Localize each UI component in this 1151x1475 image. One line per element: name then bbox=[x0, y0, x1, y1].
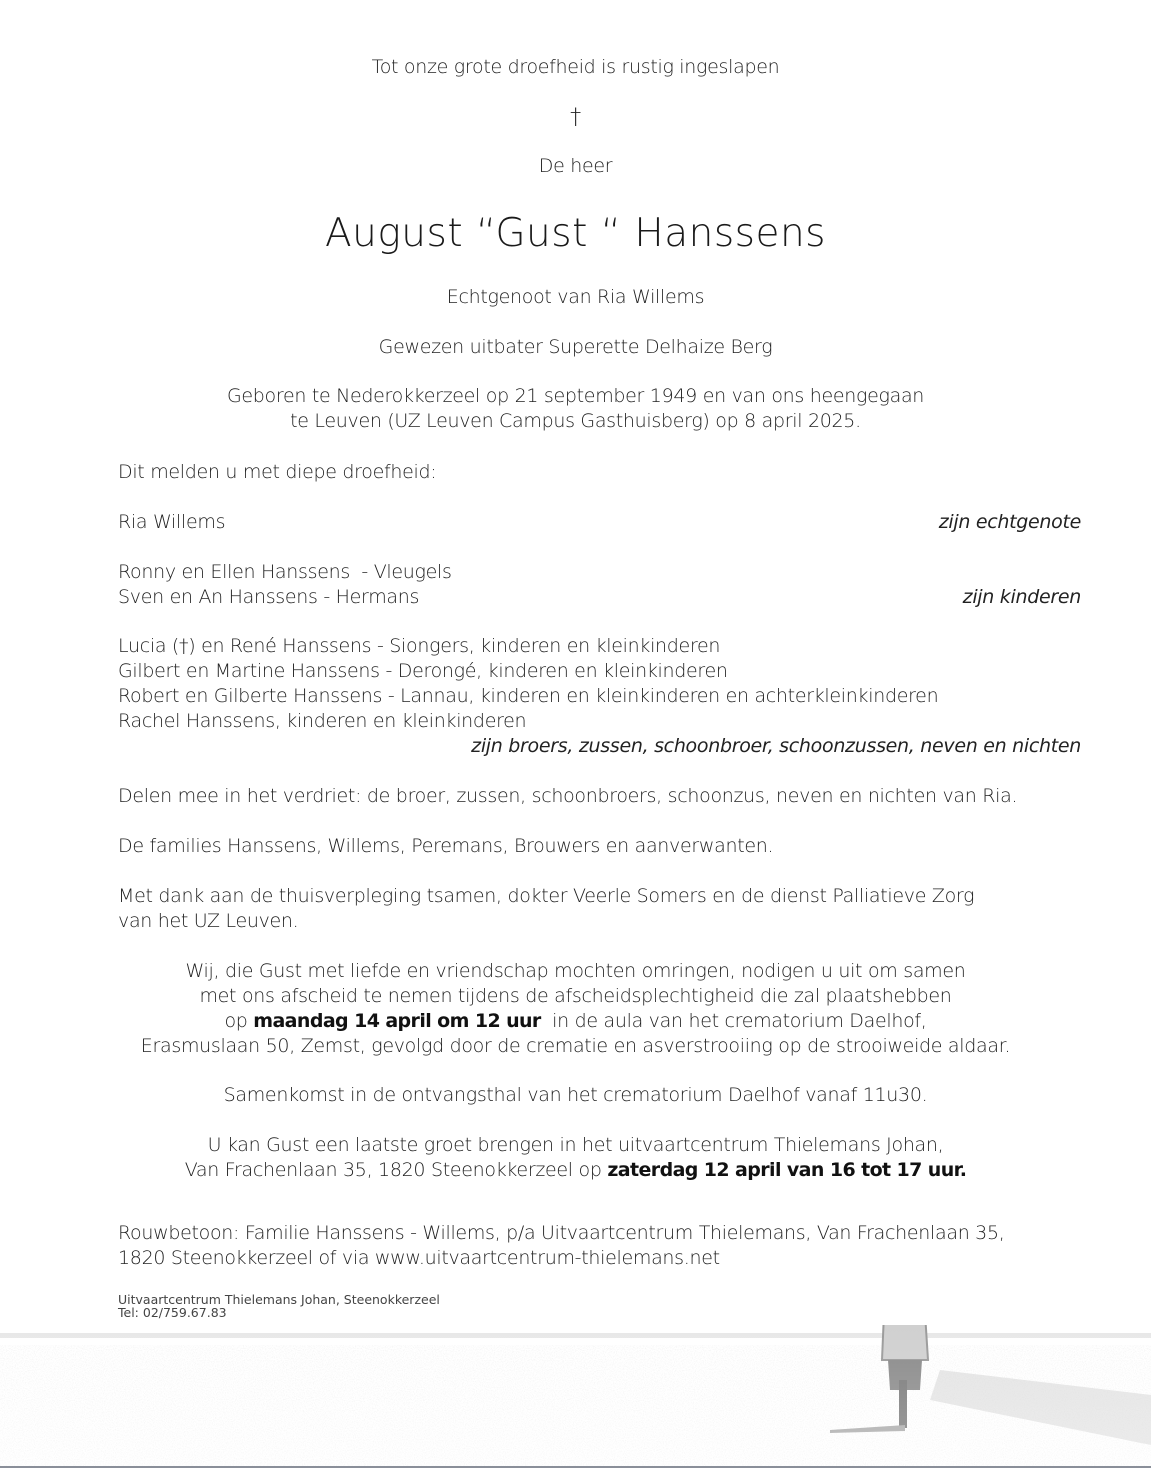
thanks-line-2: van het UZ Leuven. bbox=[118, 910, 299, 932]
share-grief-text: Delen mee in het verdriet: de broer, zussen, schoonbroers, schoonzus, neven en nichten van Ria. bbox=[118, 785, 1018, 807]
cross-icon: † bbox=[570, 105, 581, 130]
title-text: De heer bbox=[538, 155, 613, 177]
cyclist-landscape-image bbox=[0, 1325, 1151, 1467]
relation-label: zijn kinderen bbox=[962, 586, 1081, 608]
visit-line-2-prefix: Van Frachenlaan 35, 1820 Steenokkerzeel op bbox=[184, 1159, 608, 1181]
deceased-name: August “Gust “ Hanssens bbox=[325, 211, 826, 256]
family-member: Ronny en Ellen Hanssens - Vleugels bbox=[118, 561, 452, 583]
visit-line-2 bbox=[0, 1158, 1151, 1182]
funeral-home-phone: Tel: 02/759.67.83 bbox=[118, 1305, 227, 1320]
family-member: Rachel Hanssens, kinderen en kleinkinderen bbox=[118, 710, 527, 732]
relation-label: zijn broers, zussen, schoonbroer, schoonzussen, neven en nichten bbox=[471, 735, 1081, 757]
ceremony-line-1: Wij, die Gust met liefde en vriendschap mochten omringen, nodigen u uit om samen bbox=[185, 960, 966, 982]
ceremony-line-3-suffix: in de aula van het crematorium Daelhof, bbox=[540, 1010, 927, 1032]
visit-line-1: U kan Gust een laatste groet brengen in het uitvaartcentrum Thielemans Johan, bbox=[207, 1134, 944, 1156]
bottom-rule bbox=[0, 1466, 1151, 1468]
ceremony-line-3-prefix: op bbox=[224, 1010, 254, 1032]
announcement-intro: Dit melden u met diepe droefheid: bbox=[118, 461, 437, 483]
family-member: Gilbert en Martine Hanssens - Derongé, kinderen en kleinkinderen bbox=[118, 660, 728, 682]
visit-datetime: zaterdag 12 april van 16 tot 17 uur. bbox=[607, 1159, 967, 1181]
families-text: De families Hanssens, Willems, Peremans, Brouwers en aanverwanten. bbox=[118, 835, 774, 857]
birth-death-line-1: Geboren te Nederokkerzeel op 21 september 1949 en van ons heengegaan bbox=[226, 385, 925, 407]
spouse-line: Echtgenoot van Ria Willems bbox=[446, 286, 705, 308]
occupation-line: Gewezen uitbater Superette Delhaize Berg bbox=[378, 336, 773, 358]
condolences-line-1: Rouwbetoon: Familie Hanssens - Willems, p/a Uitvaartcentrum Thielemans, Van Frachenlaan 35, bbox=[118, 1222, 1005, 1244]
ceremony-line-2: met ons afscheid te nemen tijdens de afscheidsplechtigheid die zal plaatshebben bbox=[199, 985, 952, 1007]
family-member: Sven en An Hanssens - Hermans bbox=[118, 586, 420, 608]
funeral-home-footer bbox=[118, 1293, 440, 1319]
thanks-line-1: Met dank aan de thuisverpleging tsamen, dokter Veerle Somers en de dienst Palliatieve Zorg bbox=[118, 885, 975, 907]
funeral-home-name: Uitvaartcentrum Thielemans Johan, Steenokkerzeel bbox=[118, 1292, 440, 1307]
family-member: Lucia (†) en René Hanssens - Siongers, kinderen en kleinkinderen bbox=[118, 635, 721, 657]
ceremony-datetime: maandag 14 april om 12 uur bbox=[253, 1010, 541, 1032]
family-member: Robert en Gilberte Hanssens - Lannau, kinderen en kleinkinderen en achterkleinkinderen bbox=[118, 685, 939, 707]
condolences-line-2: 1820 Steenokkerzeel of via www.uitvaartcentrum-thielemans.net bbox=[118, 1247, 720, 1269]
ceremony-line-4: Erasmuslaan 50, Zemst, gevolgd door de crematie en asverstrooiing op de strooiweide aldaar. bbox=[140, 1035, 1011, 1057]
gathering-text: Samenkomst in de ontvangsthal van het crematorium Daelhof vanaf 11u30. bbox=[223, 1084, 928, 1106]
ceremony-line-3 bbox=[0, 1009, 1151, 1033]
intro-text: Tot onze grote droefheid is rustig ingeslapen bbox=[371, 56, 780, 78]
relation-label: zijn echtgenote bbox=[938, 511, 1081, 533]
birth-death-line-2: te Leuven (UZ Leuven Campus Gasthuisberg) op 8 april 2025. bbox=[290, 410, 861, 432]
family-member: Ria Willems bbox=[118, 511, 226, 533]
